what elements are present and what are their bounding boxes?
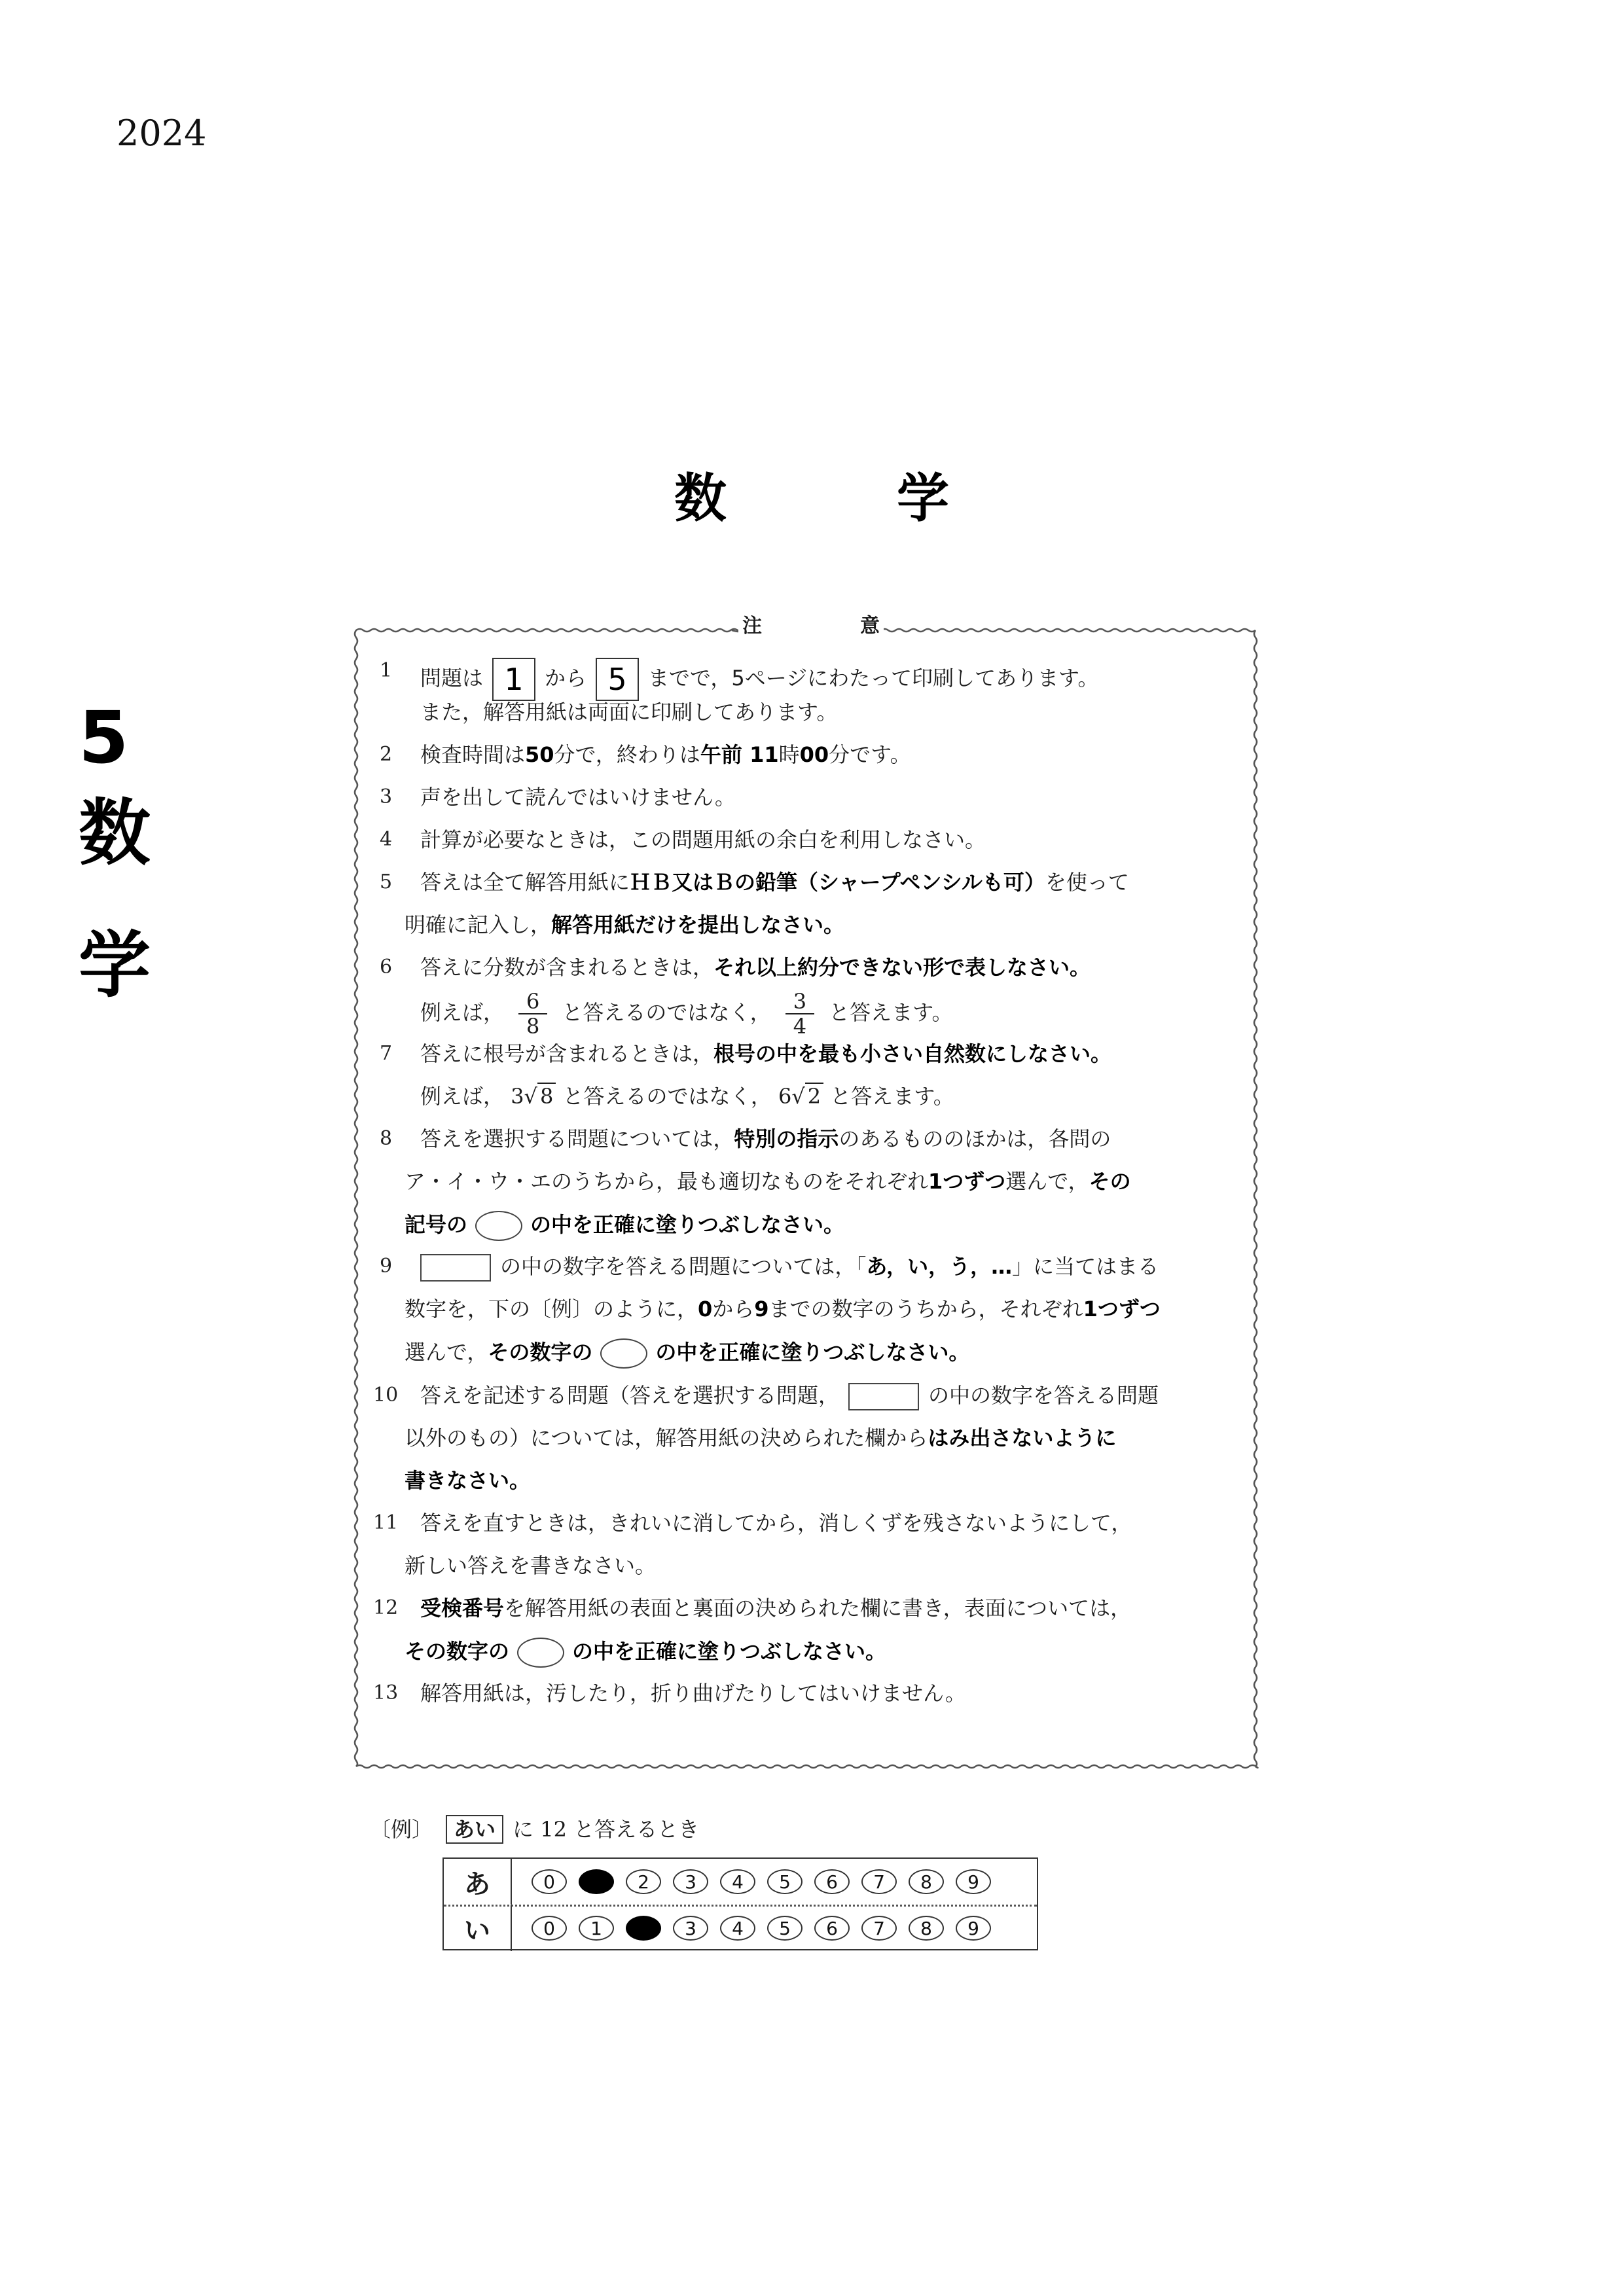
digit-bubble: 2 — [626, 1869, 661, 1894]
item-text-bold: 受検番号 — [420, 1596, 505, 1621]
question-range-start-box: 1 — [492, 658, 535, 701]
item-text-bold: 解答用紙だけを提出しなさい。 — [551, 912, 845, 937]
item-text-bold: の中を正確に塗りつぶしなさい。 — [572, 1639, 887, 1664]
item-text: 例えば， — [420, 1000, 505, 1025]
answer-blank-box-icon — [420, 1254, 491, 1282]
item-number: 5 — [380, 870, 393, 893]
item-text-bold: 50 — [525, 742, 554, 767]
bubble-group — [532, 1916, 1003, 1941]
edge-fragment — [79, 696, 144, 780]
digit-bubble: 9 — [956, 1869, 991, 1894]
item-text: 問題は — [420, 666, 484, 691]
item-text: 分で，終わりは — [554, 742, 700, 767]
notice-heading-char: 意 — [860, 615, 880, 637]
item-text: 答えに根号が含まれるときは， — [420, 1041, 714, 1066]
item-text-bold: はみ出さないように — [928, 1426, 1117, 1450]
coefficient: 6 — [778, 1084, 792, 1109]
item-text: 明確に記入し， — [405, 912, 552, 937]
item-text-bold: 根号の中を最も小さい自然数にしなさい。 — [713, 1041, 1112, 1066]
item-text-bold: 記号の — [405, 1212, 468, 1237]
notice-item-7 — [420, 1041, 1111, 1067]
example-answer-box: あい — [446, 1815, 503, 1844]
numerator: 3 — [793, 989, 807, 1014]
notice-item-10 — [420, 1382, 1159, 1410]
item-text-bold: の中を正確に塗りつぶしなさい。 — [530, 1212, 845, 1237]
item-text-bold: 0 — [698, 1297, 713, 1321]
item-text-bold: の中を正確に塗りつぶしなさい。 — [655, 1340, 970, 1365]
digit-bubble: 5 — [767, 1916, 803, 1941]
item-number: 8 — [380, 1127, 393, 1150]
item-text: の中の数字を答える問題については，「 — [500, 1254, 867, 1279]
notice-item-3: 声を出して読んではいけません。 — [420, 785, 736, 810]
digit-bubble: 3 — [673, 1869, 708, 1894]
filled-bubble — [626, 1916, 661, 1941]
item-number: 12 — [373, 1596, 399, 1619]
item-continuation — [405, 1338, 969, 1369]
item-text: 選んで， — [1005, 1169, 1089, 1194]
digit-bubble: 8 — [909, 1916, 944, 1941]
filled-bubble — [579, 1869, 614, 1894]
example-caption-text: に 12 と答えるとき — [513, 1817, 700, 1842]
item-text: と答えます。 — [830, 1084, 954, 1109]
radical-wrong — [511, 1083, 556, 1109]
item-text: ア・イ・ウ・エのうちから，最も適切なものをそれぞれ — [405, 1169, 929, 1194]
radicand: 2 — [805, 1083, 823, 1109]
oval-mark-icon — [475, 1211, 522, 1241]
notice-item-12 — [420, 1595, 1131, 1621]
item-text: までで，5ページにわたって印刷してあります。 — [648, 666, 1099, 691]
notice-heading-char: 注 — [742, 615, 762, 637]
digit-bubble: 3 — [673, 1916, 708, 1941]
example-mark-sheet — [442, 1857, 1038, 1950]
digit-bubble: 6 — [814, 1916, 850, 1941]
item-text: 選んで， — [405, 1340, 488, 1365]
edge-fragment — [79, 791, 151, 875]
digit-bubble: 5 — [767, 1869, 803, 1894]
item-continuation — [405, 1638, 886, 1668]
item-continuation — [405, 1211, 844, 1241]
item-number: 1 — [380, 659, 393, 682]
item-number: 7 — [380, 1042, 393, 1065]
item-text: から — [545, 666, 587, 691]
radical-example — [420, 1083, 954, 1109]
radical-right — [778, 1083, 823, 1109]
fraction-right — [785, 990, 814, 1038]
item-text: と答えます。 — [829, 1000, 953, 1025]
digit-bubble: 0 — [532, 1916, 567, 1941]
item-number: 6 — [380, 956, 393, 978]
answer-blank-box-icon — [848, 1383, 919, 1410]
item-text: 答えは全て解答用紙に — [420, 870, 630, 895]
question-range-end-box: 5 — [596, 658, 639, 701]
item-text-bold: 1つずつ — [928, 1169, 1006, 1194]
subject-title-char: 学 — [897, 468, 949, 529]
bubble-group — [532, 1869, 1003, 1894]
item-continuation — [405, 1425, 1116, 1451]
item-continuation — [405, 912, 844, 938]
coefficient: 3 — [511, 1084, 524, 1109]
radical-sign-icon: √ — [524, 1084, 537, 1109]
digit-bubble: 7 — [861, 1869, 897, 1894]
item-text-bold: 00 — [799, 742, 829, 767]
item-continuation — [405, 1467, 530, 1494]
notice-item-1 — [420, 658, 1099, 701]
digit-bubble: 6 — [814, 1869, 850, 1894]
notice-item-6 — [420, 954, 1091, 980]
item-text: と答えるのではなく， — [562, 1084, 772, 1109]
edge-fragment-char: 学 — [79, 924, 151, 1007]
fraction-example — [420, 988, 953, 1038]
radical-sign-icon: √ — [791, 1084, 805, 1109]
item-text-bold: 特別の指示 — [734, 1126, 839, 1151]
item-text: の中の数字を答える問題 — [928, 1383, 1159, 1408]
item-text: を解答用紙の表面と裏面の決められた欄に書き，表面については， — [504, 1596, 1132, 1621]
row-label: あ — [444, 1859, 512, 1905]
example-label: 〔例〕 — [370, 1817, 433, 1842]
digit-bubble: 8 — [909, 1869, 944, 1894]
subject-title — [674, 468, 949, 529]
notice-box — [352, 615, 1259, 1770]
edge-fragment — [79, 924, 151, 1007]
item-text-bold: その数字の — [405, 1639, 510, 1664]
notice-item-8 — [420, 1126, 1111, 1152]
digit-bubble: 4 — [720, 1869, 755, 1894]
item-number: 13 — [373, 1681, 399, 1704]
radicand: 8 — [537, 1083, 556, 1109]
item-text-bold: 1つずつ — [1083, 1297, 1161, 1321]
notice-item-13: 解答用紙は，汚したり，折り曲げたりしてはいけません。 — [420, 1681, 966, 1706]
denominator: 8 — [526, 1014, 540, 1039]
oval-mark-icon — [600, 1338, 647, 1369]
notice-item-4: 計算が必要なときは，この問題用紙の余白を利用しなさい。 — [420, 827, 986, 852]
digit-bubble: 1 — [579, 1916, 614, 1941]
item-number: 3 — [380, 785, 393, 808]
mark-sheet-row — [444, 1905, 1037, 1951]
item-continuation — [405, 1168, 1131, 1194]
numerator: 6 — [526, 989, 540, 1014]
item-text: 以外のもの）については，解答用紙の決められた欄から — [405, 1426, 928, 1450]
item-text-bold: ＨＢ又はＢの鉛筆（シャープペンシルも可） — [630, 870, 1045, 895]
item-text-bold: その — [1089, 1169, 1131, 1194]
subject-title-char: 数 — [674, 468, 727, 529]
item-number: 9 — [380, 1255, 393, 1278]
item-text-bold: 書きなさい。 — [405, 1468, 531, 1493]
denominator: 4 — [793, 1014, 807, 1039]
edge-fragment-char: 5 — [79, 696, 129, 780]
example-caption — [370, 1815, 699, 1844]
item-text: から — [712, 1297, 755, 1321]
notice-item-9 — [411, 1253, 1159, 1282]
mark-sheet-row — [444, 1859, 1037, 1907]
edge-fragment-char: 数 — [79, 791, 151, 875]
item-text-bold: 午前 11 — [700, 742, 779, 767]
fraction-wrong — [518, 990, 547, 1038]
item-text: を使って — [1045, 870, 1129, 895]
notice-heading — [738, 613, 884, 639]
digit-bubble: 4 — [720, 1916, 755, 1941]
item-text: 」に当てはまる — [1012, 1254, 1159, 1279]
item-text: 分です。 — [829, 742, 911, 767]
item-number: 2 — [380, 743, 393, 766]
digit-bubble: 7 — [861, 1916, 897, 1941]
item-text: また，解答用紙は両面に印刷してあります。 — [420, 700, 838, 725]
item-text-bold: それ以上約分できない形で表しなさい。 — [713, 955, 1091, 980]
row-label: い — [444, 1905, 512, 1951]
item-text: 答えを記述する問題（答えを選択する問題， — [420, 1383, 840, 1408]
notice-item-2 — [420, 742, 911, 768]
digit-bubble: 9 — [956, 1916, 991, 1941]
item-number: 11 — [373, 1511, 399, 1534]
item-text-bold: 9 — [754, 1297, 769, 1321]
item-number: 10 — [373, 1384, 399, 1407]
item-continuation: 新しい答えを書きなさい。 — [405, 1553, 657, 1578]
item-text-bold: その数字の — [488, 1340, 593, 1365]
item-text: 答えを選択する問題については， — [420, 1126, 734, 1151]
item-number: 4 — [380, 828, 393, 851]
item-text: 検査時間は — [420, 742, 526, 767]
oval-mark-icon — [517, 1638, 564, 1668]
notice-item-11: 答えを直すときは，きれいに消してから，消しくずを残さないようにして， — [420, 1511, 1132, 1535]
item-text: 数字を，下の〔例〕のように， — [405, 1297, 698, 1321]
item-text: のあるもののほかは，各問の — [839, 1126, 1111, 1151]
item-text: 例えば， — [420, 1084, 505, 1109]
notice-item-5 — [420, 869, 1129, 895]
digit-bubble: 0 — [532, 1869, 567, 1894]
item-text-bold: あ，い，う，… — [866, 1254, 1013, 1279]
item-text: 答えに分数が含まれるときは， — [420, 955, 714, 980]
item-text: と答えるのではなく， — [562, 1000, 771, 1025]
item-text: までの数字のうちから，それぞれ — [768, 1297, 1083, 1321]
item-text: 時 — [778, 742, 800, 767]
exam-year: 2024 — [117, 113, 207, 154]
item-continuation — [405, 1296, 1161, 1322]
